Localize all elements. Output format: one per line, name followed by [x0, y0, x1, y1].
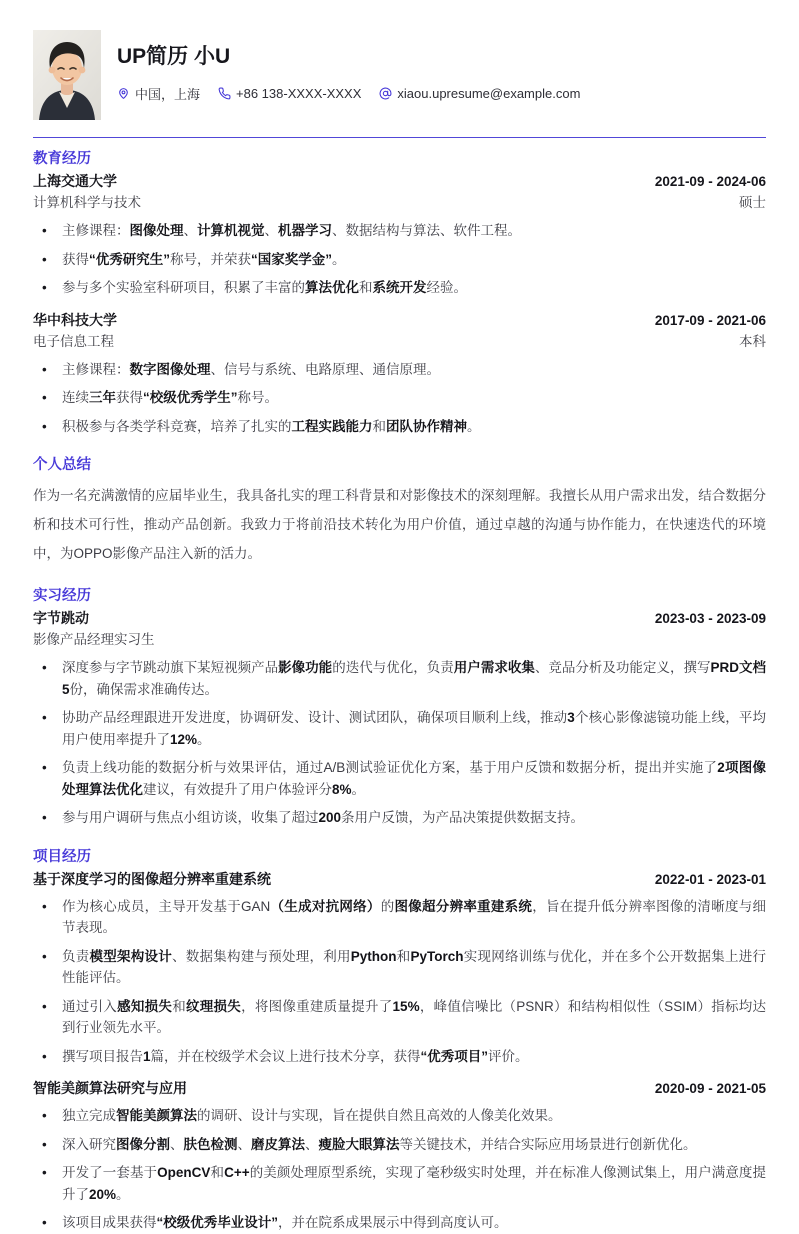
- plain-text: 个核心影像滤镜功能上线，平均用户使用率提升了: [62, 710, 767, 747]
- highlighted-text: 200: [318, 810, 342, 825]
- plain-text: 、信号与系统、电路原理、通信原理。: [210, 361, 440, 377]
- highlighted-text: 8%: [332, 781, 352, 797]
- bullet-dot: •: [42, 1048, 47, 1064]
- plain-text: 撰写项目报告: [62, 1048, 143, 1064]
- plain-text: 。: [332, 251, 346, 267]
- plain-text: 建议，有效提升了用户体验评分: [143, 781, 332, 797]
- contact-email: [379, 86, 580, 101]
- highlighted-text: 2项图像处理算法优化: [62, 760, 766, 797]
- plain-text: 和: [396, 948, 411, 964]
- entry: [33, 310, 766, 438]
- bullet-item: [33, 807, 766, 829]
- plain-text: 的: [380, 898, 395, 914]
- bullet-item: [33, 896, 766, 939]
- plain-text: 。: [197, 731, 211, 747]
- plain-text: ，并在院系成果展示中得到高度认可。: [278, 1215, 508, 1230]
- entry-subtitle: 影像产品经理实习生: [33, 632, 155, 647]
- entry-header: [33, 310, 766, 330]
- location-pin-icon: [117, 87, 130, 100]
- plain-text: ，峰值信噪比（PSNR）和结构相似性（SSIM）指标均达到行业领先水平。: [62, 998, 767, 1035]
- entry-date: 2023-03 - 2023-09: [654, 611, 766, 626]
- entry-subtitle-row: [33, 332, 766, 352]
- contact-row: [117, 84, 598, 103]
- plain-text: 评价。: [488, 1048, 529, 1064]
- entry-subtitle-row: [33, 193, 766, 213]
- bullet-list: [33, 359, 766, 438]
- bullet-text: [62, 387, 766, 409]
- section-title: 项目经历: [33, 848, 91, 865]
- plain-text: 积极参与各类学科竞赛，培养了扎实的: [62, 418, 292, 434]
- entry-title: 字节跳动: [33, 610, 89, 626]
- bullet-dot: •: [42, 660, 47, 675]
- entry-header: [33, 171, 766, 191]
- bullet-item: [33, 707, 766, 750]
- plain-text: 实现网络训练与优化，并在多个公开数据集上进行性能评估。: [62, 948, 767, 985]
- bullet-text: [62, 220, 766, 242]
- highlighted-text: 模型架构设计: [89, 948, 172, 964]
- highlighted-text: 算法优化: [305, 280, 359, 295]
- entry-subtitle-right: 硕士: [739, 195, 766, 210]
- plain-text: 独立完成: [62, 1108, 116, 1123]
- highlighted-text: 影像功能: [278, 660, 333, 675]
- bullet-item: [33, 1105, 766, 1127]
- entry-subtitle-right: 本科: [739, 333, 766, 349]
- bullet-item: [33, 359, 766, 381]
- bullet-text: [62, 707, 766, 750]
- bullet-list: [33, 657, 766, 829]
- bullet-item: [33, 416, 766, 438]
- bullet-dot: •: [42, 251, 47, 267]
- resume-header: [33, 30, 766, 120]
- plain-text: 、数据结构与算法、软件工程。: [332, 223, 521, 238]
- bullet-item: [33, 757, 766, 800]
- highlighted-text: 系统开发: [372, 280, 427, 295]
- bullet-dot: •: [42, 418, 47, 434]
- bullet-item: [33, 1212, 766, 1234]
- bullet-dot: •: [42, 810, 47, 825]
- plain-text: 。: [467, 418, 481, 434]
- bullet-text: [62, 1105, 766, 1127]
- highlighted-text: 20%: [89, 1186, 117, 1202]
- bullet-text: [62, 1212, 766, 1234]
- plain-text: 的调研、设计与实现，旨在提供自然且高效的人像美化效果。: [197, 1108, 562, 1123]
- highlighted-text: 三年: [89, 390, 116, 405]
- bullet-item: [33, 249, 766, 271]
- highlighted-text: 纹理损失: [185, 998, 242, 1014]
- profile-photo: [33, 30, 101, 120]
- bullet-list: [33, 220, 766, 299]
- bullet-text: [62, 249, 766, 271]
- section: [33, 456, 766, 568]
- bullet-item: [33, 657, 766, 700]
- bullet-item: [33, 1046, 766, 1068]
- bullet-dot: •: [42, 998, 47, 1014]
- entry-header: [33, 869, 766, 889]
- highlighted-text: PyTorch: [410, 948, 464, 964]
- plain-text: 获得: [62, 251, 89, 267]
- bullet-text: [62, 896, 766, 939]
- bullet-dot: •: [42, 710, 47, 725]
- bullet-text: [62, 996, 766, 1039]
- entry-title: 上海交通大学: [33, 173, 117, 189]
- highlighted-text: 肤色检测: [183, 1136, 238, 1152]
- entry: [33, 171, 766, 299]
- bullet-dot: •: [42, 1108, 47, 1123]
- highlighted-text: 机器学习: [278, 223, 332, 238]
- at-sign-icon: [379, 87, 392, 100]
- entry: [33, 869, 766, 1068]
- bullet-dot: •: [42, 760, 47, 775]
- plain-text: 和: [372, 418, 386, 434]
- plain-text: 和: [172, 998, 186, 1014]
- bullet-item: [33, 946, 766, 989]
- entry-header: [33, 608, 766, 628]
- highlighted-text: PRD文档5: [62, 660, 767, 697]
- bullet-text: [62, 946, 766, 989]
- bullet-item: [33, 220, 766, 242]
- plain-text: 和: [210, 1165, 225, 1180]
- plain-text: 深入研究: [62, 1136, 116, 1152]
- highlighted-text: 数字图像处理: [129, 361, 211, 377]
- entry-date: 2017-09 - 2021-06: [654, 312, 766, 328]
- bullet-dot: •: [42, 1136, 47, 1152]
- plain-text: 的美颜处理原型系统，实现了毫秒级实时处理，并在标准人像测试集上，用户满意度提升了: [62, 1165, 767, 1202]
- highlighted-text: 智能美颜算法: [116, 1108, 197, 1123]
- summary-paragraph: 作为一名充满激情的应届毕业生，我具备扎实的理工科背景和对影像技术的深刻理解。我擅长从用户需求出发，结合数据分析和技术可行性，推动产品创新。我致力于将前沿技术转化为用户价值，通过卓越的沟通与协作能力，在快速迭代的环境中，为OPPO影像产品注入新的活力。: [33, 488, 766, 561]
- bullet-text: [62, 757, 766, 800]
- plain-text: 协助产品经理跟进开发进度，协调研发、设计、测试团队，确保项目顺利上线，推动: [62, 710, 568, 725]
- highlighted-text: 感知损失: [117, 998, 173, 1014]
- entry-date: 2022-01 - 2023-01: [654, 871, 766, 887]
- plain-text: 该项目成果获得: [62, 1215, 157, 1230]
- bullet-text: [62, 657, 766, 700]
- plain-text: 参与用户调研与焦点小组访谈，收集了超过: [62, 810, 319, 825]
- bullet-dot: •: [42, 223, 47, 238]
- entry-title: 基于深度学习的图像超分辨率重建系统: [33, 870, 271, 887]
- entry-header: [33, 1078, 766, 1098]
- entry-date: 2021-09 - 2024-06: [654, 174, 766, 189]
- plain-text: 、: [170, 1136, 184, 1152]
- plain-text: 。: [116, 1186, 130, 1202]
- contact-phone: [218, 86, 361, 101]
- plain-text: 等关键技术，并结合实际应用场景进行创新优化。: [399, 1136, 697, 1152]
- highlighted-text: 工程实践能力: [291, 418, 373, 434]
- plain-text: 负责: [62, 948, 90, 964]
- entry-date: 2020-09 - 2021-05: [654, 1081, 766, 1096]
- section-title: 教育经历: [33, 151, 91, 167]
- plain-text: 和: [359, 280, 373, 295]
- highlighted-text: “校级优秀毕业设计”: [156, 1215, 278, 1230]
- header-divider: [33, 137, 766, 138]
- highlighted-text: OpenCV: [157, 1165, 211, 1180]
- entry-subtitle: 电子信息工程: [33, 333, 114, 349]
- plain-text: 、: [305, 1136, 319, 1152]
- bullet-item: [33, 277, 766, 299]
- plain-text: 经验。: [426, 280, 467, 295]
- plain-text: 篇，并在校级学术会议上进行技术分享，获得: [150, 1048, 421, 1064]
- highlighted-text: C++: [224, 1165, 250, 1180]
- plain-text: 条用户反馈，为产品决策提供数据支持。: [341, 810, 585, 825]
- bullet-dot: •: [42, 948, 47, 964]
- bullet-list: [33, 1105, 766, 1234]
- bullet-text: [62, 359, 766, 381]
- header-info: [117, 30, 598, 103]
- plain-text: 作为核心成员，主导开发基于GAN: [62, 898, 271, 914]
- highlighted-text: 图像超分辨率重建系统: [394, 898, 533, 914]
- plain-text: 、: [237, 1136, 251, 1152]
- highlighted-text: 1: [143, 1048, 151, 1064]
- section: [33, 848, 766, 1234]
- bullet-text: [62, 807, 766, 829]
- plain-text: 开发了一套基于: [62, 1165, 158, 1180]
- resume-body: [33, 150, 766, 1234]
- plain-text: 、: [183, 223, 197, 238]
- bullet-dot: •: [42, 390, 47, 405]
- highlighted-text: “优秀研究生”: [89, 251, 170, 267]
- contact-email-text: xiaou.upresume@example.com: [397, 86, 581, 101]
- contact-phone-text: +86 138-XXXX-XXXX: [236, 86, 362, 101]
- bullet-text: [62, 1134, 766, 1156]
- entry-subtitle: 计算机科学与技术: [33, 195, 141, 210]
- plain-text: 、数据集构建与预处理，利用: [172, 948, 351, 964]
- plain-text: 连续: [62, 390, 89, 405]
- entry-subtitle-row: [33, 630, 766, 650]
- bullet-item: [33, 1134, 766, 1156]
- plain-text: 、: [264, 223, 278, 238]
- bullet-item: [33, 1162, 766, 1205]
- bullet-dot: •: [42, 280, 47, 295]
- bullet-text: [62, 416, 766, 438]
- highlighted-text: 15%: [392, 998, 420, 1014]
- plain-text: 获得: [116, 390, 143, 405]
- highlighted-text: Python: [350, 948, 397, 964]
- bullet-list: [33, 896, 766, 1068]
- section-title: 个人总结: [33, 457, 91, 473]
- highlighted-text: 图像处理: [129, 223, 184, 238]
- plain-text: 主修课程：: [62, 361, 130, 377]
- highlighted-text: “国家奖学金”: [251, 251, 332, 267]
- section: [33, 587, 766, 829]
- highlighted-text: 图像分割: [116, 1136, 170, 1152]
- plain-text: 深度参与字节跳动旗下某短视频产品: [62, 660, 279, 675]
- entry: [33, 1078, 766, 1234]
- highlighted-text: 3: [567, 710, 575, 725]
- profile-photo-image: [33, 30, 101, 120]
- bullet-dot: •: [42, 361, 47, 377]
- entry-title: 智能美颜算法研究与应用: [33, 1080, 187, 1096]
- entry-title: 华中科技大学: [33, 311, 117, 328]
- plain-text: 负责上线功能的数据分析与效果评估，通过A/B测试验证优化方案，基于用户反馈和数据分析，提出并实施了: [62, 760, 718, 775]
- entry: [33, 608, 766, 829]
- contact-location: [117, 84, 200, 103]
- plain-text: 、竞品分析及功能定义，撰写: [534, 660, 711, 675]
- plain-text: ，将图像重建质量提升了: [241, 998, 393, 1014]
- section: [33, 150, 766, 437]
- bullet-dot: •: [42, 898, 47, 914]
- plain-text: 参与多个实验室科研项目，积累了丰富的: [62, 280, 305, 295]
- highlighted-text: 瘦脸大眼算法: [318, 1136, 400, 1152]
- plain-text: 称号，并荣获: [170, 251, 251, 267]
- bullet-item: [33, 996, 766, 1039]
- plain-text: ，旨在提升低分辨率图像的清晰度与细节表现。: [62, 898, 767, 935]
- highlighted-text: “校级优秀学生”: [143, 390, 238, 405]
- plain-text: 称号。: [237, 390, 278, 405]
- plain-text: 。: [351, 781, 366, 797]
- plain-text: 通过引入: [62, 998, 118, 1014]
- bullet-item: [33, 387, 766, 409]
- highlighted-text: “优秀项目”: [420, 1048, 489, 1064]
- section-title: 实习经历: [33, 588, 91, 604]
- plain-text: 的迭代与优化，负责: [332, 660, 454, 675]
- bullet-dot: •: [42, 1165, 47, 1180]
- bullet-text: [62, 1046, 766, 1068]
- highlighted-text: 磨皮算法: [251, 1136, 305, 1152]
- bullet-text: [62, 277, 766, 299]
- contact-location-text: 中国，上海: [135, 87, 201, 102]
- bullet-text: [62, 1162, 766, 1205]
- candidate-name: UP简历 小U: [117, 45, 231, 68]
- bullet-dot: •: [42, 1215, 47, 1230]
- highlighted-text: 团队协作精神: [386, 418, 467, 434]
- plain-text: 份，确保需求准确传达。: [69, 681, 219, 697]
- highlighted-text: 12%: [170, 731, 198, 747]
- phone-icon: [218, 87, 231, 100]
- plain-text: 主修课程：: [62, 223, 130, 238]
- highlighted-text: （生成对抗网络）: [270, 898, 381, 914]
- highlighted-text: 用户需求收集: [453, 660, 535, 675]
- highlighted-text: 计算机视觉: [197, 223, 265, 238]
